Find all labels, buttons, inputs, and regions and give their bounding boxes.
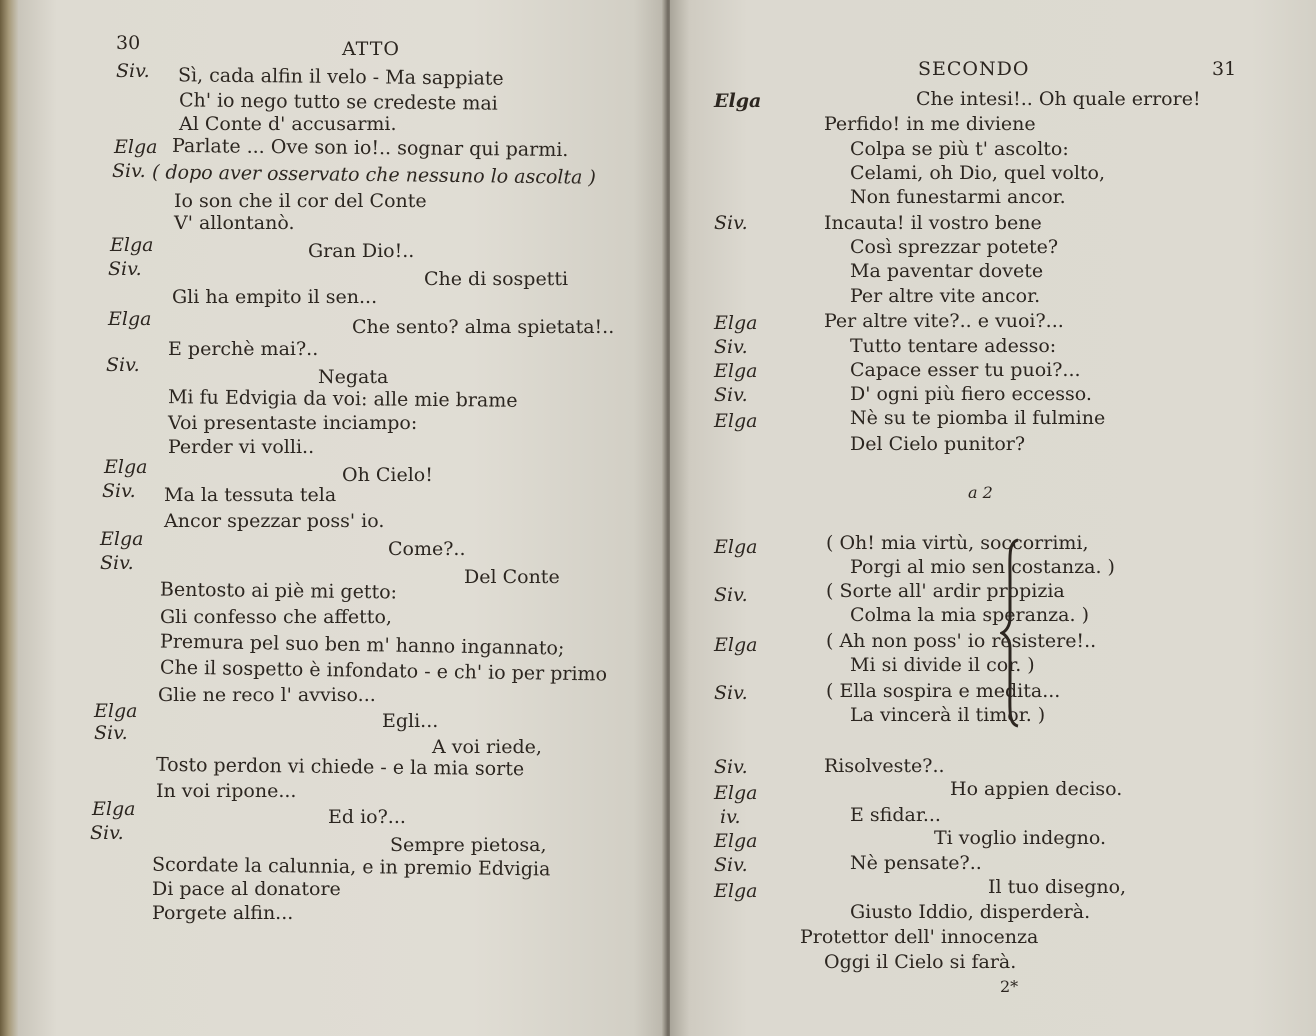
speaker-label: Siv. (106, 354, 140, 376)
speaker-label: Elga (714, 634, 758, 656)
verse-line: Protettor dell' innocenza (800, 926, 1039, 948)
verse-line: Glie ne reco l' avviso... (158, 684, 376, 706)
speaker-label: Siv. (714, 212, 748, 234)
verse-line: Nè su te piomba il fulmine (850, 407, 1106, 429)
verse-line: Che sento? alma spietata!.. (352, 316, 615, 338)
verse-line: Perder vi volli.. (168, 436, 315, 458)
duet-marker: a 2 (968, 483, 993, 502)
verse-line: Di pace al donatore (152, 878, 341, 900)
speaker-label: Elga (108, 308, 152, 330)
verse-line: Mi fu Edvigia da voi: alle mie brame (167, 386, 518, 412)
page-number: 31 (1212, 58, 1237, 80)
verse-line: Premura pel suo ben m' hanno ingannato; (159, 630, 565, 660)
verse-line: Perfido! in me diviene (824, 113, 1036, 135)
speaker-label: Elga (104, 456, 148, 478)
verse-line: Parlate ... Ove son io!.. sognar qui parmi. (171, 134, 569, 162)
verse-line: Gli ha empito il sen... (172, 286, 378, 308)
speaker-label: Siv. (714, 336, 748, 358)
verse-line: Ma la tessuta tela (164, 484, 337, 506)
speaker-label: Siv. (714, 384, 748, 406)
speaker-label: Elga (714, 360, 758, 382)
speaker-label: Elga (92, 798, 136, 820)
verse-line: Così sprezzar potete? (850, 236, 1059, 258)
speaker-label: Siv. (102, 480, 136, 502)
speaker-label: Siv. (100, 552, 134, 574)
verse-line: Mi si divide il cor. ) (850, 654, 1035, 676)
verse-line: Porgete alfin... (152, 902, 294, 924)
verse-line: Il tuo disegno, (988, 876, 1127, 898)
speaker-label: Elga (110, 234, 154, 256)
speaker-label: Elga (114, 136, 158, 158)
verse-line: Oggi il Cielo si farà. (824, 951, 1017, 973)
running-head: SECONDO (918, 58, 1030, 80)
verse-line: V' allontanò. (174, 212, 295, 234)
page-number: 30 (116, 32, 141, 54)
verse-line: E sfidar... (850, 804, 941, 826)
verse-line: Capace esser tu puoi?... (850, 359, 1081, 381)
speaker-label: Siv. (90, 822, 124, 844)
verse-line: Nè pensate?.. (850, 852, 982, 874)
verse-line: Giusto Iddio, disperderà. (850, 901, 1091, 923)
left-page (18, 0, 666, 1036)
speaker-label: Elga (714, 880, 758, 902)
verse-line: Non funestarmi ancor. (850, 186, 1066, 208)
verse-line: A voi riede, (432, 736, 542, 758)
verse-line: Gran Dio!.. (308, 240, 415, 262)
verse-line: Come?.. (388, 538, 466, 560)
verse-line: Del Cielo punitor? (850, 433, 1026, 455)
speaker-label: Elga (714, 536, 758, 558)
speaker-label: iv. (720, 806, 741, 828)
verse-line: D' ogni più fiero eccesso. (850, 383, 1092, 405)
speaker-label: Siv. (714, 682, 748, 704)
verse-line: Per altre vite ancor. (850, 285, 1041, 307)
verse-line: ( Ah non poss' io resistere!.. (826, 630, 1097, 652)
verse-line: Scordate la calunnia, e in premio Edvigia (151, 853, 551, 881)
speaker-label: Elga (94, 700, 138, 722)
speaker-label: Siv. (108, 258, 142, 280)
verse-line: Colma la mia speranza. ) (850, 604, 1089, 626)
verse-line: Io son che il cor del Conte (174, 190, 427, 212)
verse-line: Incauta! il vostro bene (824, 212, 1042, 234)
verse-line: Del Conte (464, 566, 560, 588)
verse-line: Che il sospetto è infondato - e ch' io per primo (159, 656, 608, 686)
verse-line: Celami, oh Dio, quel volto, (850, 162, 1106, 184)
verse-line: ( Ella sospira e medita... (826, 680, 1061, 702)
speaker-label: Elga (714, 830, 758, 852)
verse-line: Al Conte d' accusarmi. (179, 113, 397, 135)
speaker-label: Elga (714, 312, 758, 334)
right-page (670, 0, 1316, 1036)
verse-line: ( Sorte all' ardir propizia (826, 580, 1065, 602)
verse-line: Che di sospetti (424, 268, 569, 290)
running-head: ATTO (342, 38, 400, 60)
stage-direction: ( dopo aver osservato che nessuno lo ascolta ) (151, 161, 596, 189)
speaker-label: Elga (100, 528, 144, 550)
verse-line: Che intesi!.. Oh quale errore! (916, 88, 1201, 110)
verse-line: Oh Cielo! (342, 464, 433, 486)
speaker-label: Elga (714, 782, 758, 804)
verse-line: Bentosto ai piè mi getto: (159, 578, 398, 604)
verse-line: Egli... (382, 710, 439, 732)
verse-line: ( Oh! mia virtù, soccorrimi, (826, 532, 1089, 554)
speaker-label: Siv. (714, 854, 748, 876)
verse-line: Per altre vite?.. e vuoi?... (824, 310, 1064, 332)
speaker-label: Siv. (714, 584, 748, 606)
speaker-label: Siv. (116, 60, 150, 82)
verse-line: Voi presentaste inciampo: (168, 412, 418, 434)
verse-line: Sì, cada alfin il velo - Ma sappiate (177, 64, 504, 90)
verse-line: Negata (318, 366, 389, 388)
verse-line: La vincerà il timor. ) (850, 704, 1046, 726)
verse-line: Ancor spezzar poss' io. (164, 510, 385, 532)
verse-line: Ch' io nego tutto se credeste mai (178, 89, 498, 115)
verse-line: Colpa se più t' ascolto: (850, 138, 1069, 160)
speaker-label: Elga (714, 90, 762, 112)
verse-line: Ti voglio indegno. (934, 827, 1107, 849)
speaker-label: Siv. (112, 160, 146, 182)
speaker-label: Elga (714, 410, 758, 432)
verse-line: Porgi al mio sen costanza. ) (850, 556, 1115, 578)
verse-line: Risolveste?.. (824, 755, 945, 777)
verse-line: Gli confesso che affetto, (160, 606, 392, 628)
verse-line: In voi ripone... (156, 780, 297, 802)
verse-line: E perchè mai?.. (168, 338, 319, 360)
verse-line: Sempre pietosa, (390, 834, 547, 856)
verse-line: Ho appien deciso. (950, 778, 1123, 800)
verse-line: Tutto tentare adesso: (850, 335, 1057, 357)
signature-mark: 2* (1000, 977, 1019, 996)
speaker-label: Siv. (94, 722, 128, 744)
duet-brace (1000, 538, 1022, 728)
verse-line: Tosto perdon vi chiede - e la mia sorte (155, 753, 525, 781)
verse-line: Ma paventar dovete (850, 260, 1044, 282)
verse-line: Ed io?... (328, 806, 406, 828)
speaker-label: Siv. (714, 756, 748, 778)
